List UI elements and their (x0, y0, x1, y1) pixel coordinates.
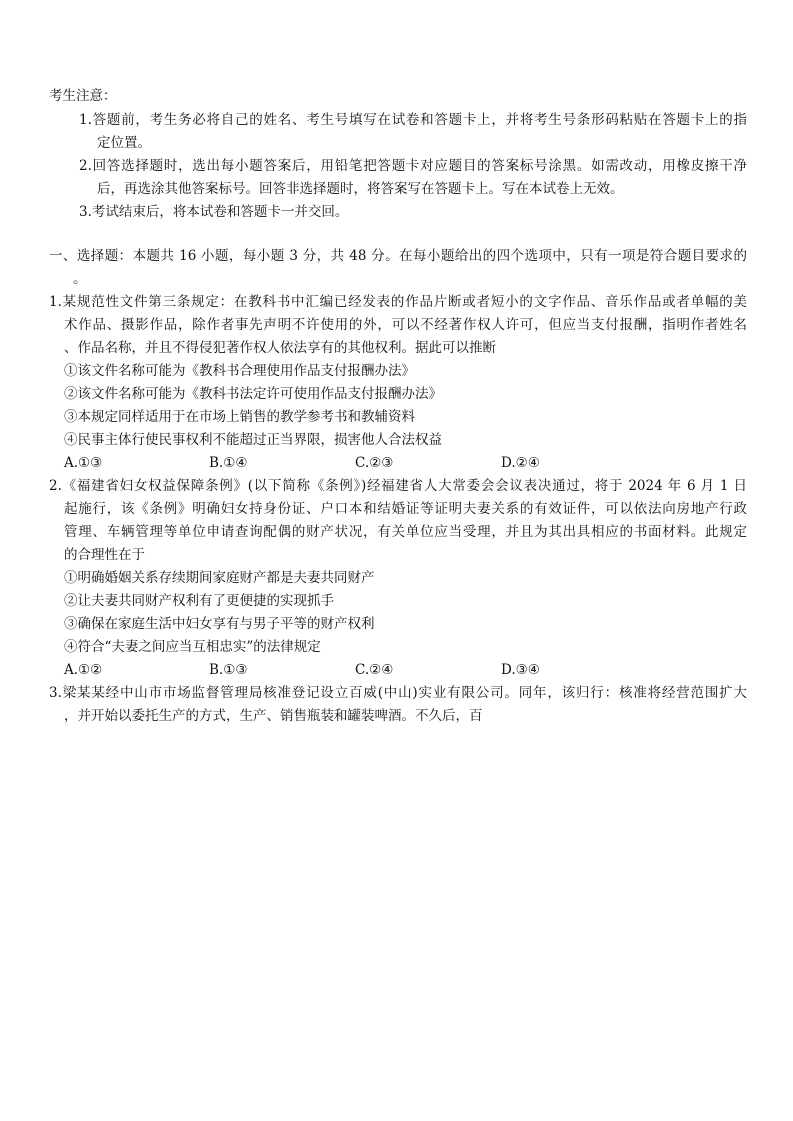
question-2-option-b[interactable]: B.①③ (209, 662, 248, 678)
question-2-stem-line-3: 管理、车辆管理等单位申请查询配偶的财产状况，有关单位应当受理，并且为其出具相应的书面材料。此规定 (64, 524, 747, 540)
notice-item-1-line-2: 定位置。 (97, 135, 151, 151)
notice-item-1-line-1: 1.答题前，考生务必将自己的姓名、考生号填写在试卷和答题卡上，并将考生号条形码粘贴在答题卡上的指 (79, 112, 747, 128)
question-3-stem-line-2: ，并开始以委托生产的方式，生产、销售瓶装和罐装啤酒。不久后，百 (64, 708, 483, 724)
notice-title: 考生注意： (49, 88, 117, 104)
question-2-option-a[interactable]: A.①② (64, 662, 103, 678)
notice-item-2-line-1: 2.回答选择题时，选出每小题答案后，用铅笔把答题卡对应题目的答案标号涂黑。如需改动，用橡皮擦干净 (79, 158, 747, 174)
section-header-line-1: 一、选择题：本题共 16 小题，每小题 3 分，共 48 分。在每小题给出的四个选项中，只有一项是符合题目要求的 (49, 248, 747, 264)
question-2-option-d[interactable]: D.③④ (501, 662, 540, 678)
question-1-statement-1: ①该文件名称可能为《教科书合理使用作品支付报酬办法》 (64, 363, 415, 379)
question-1-option-b[interactable]: B.①④ (209, 455, 248, 471)
question-2-statement-4: ④符合“夫妻之间应当互相忠实”的法律规定 (64, 639, 321, 655)
question-1-statement-4: ④民事主体行使民事权利不能超过正当界限，损害他人合法权益 (64, 432, 442, 448)
notice-item-3-line-1: 3.考试结束后，将本试卷和答题卡一并交回。 (79, 204, 349, 220)
notice-item-2-line-2: 后，再选涂其他答案标号。回答非选择题时，将答案写在答题卡上。写在本试卷上无效。 (97, 181, 624, 197)
question-1-option-a[interactable]: A.①③ (64, 455, 103, 471)
question-1-statement-3: ③本规定同样适用于在市场上销售的教学参考书和教辅资料 (64, 409, 415, 425)
question-2-statement-2: ②让夫妻共同财产权利有了更便捷的实现抓手 (64, 593, 334, 609)
question-2-statement-3: ③确保在家庭生活中妇女享有与男子平等的财产权利 (64, 616, 375, 632)
question-1-stem-line-2: 术作品、摄影作品，除作者事先声明不许使用的外，可以不经著作权人许可，但应当支付报酬，指明作者姓名 (64, 317, 747, 333)
question-1-option-c[interactable]: C.②③ (355, 455, 394, 471)
question-3-stem-line-1: 3.梁某某经中山市市场监督管理局核准登记设立百威(中山)实业有限公司。同年，该归行：核准将经营范围扩大 (49, 685, 747, 701)
question-2-stem-line-1: 2.《福建省妇女权益保障条例》(以下简称《条例》)经福建省人大常委会会议表决通过，将于 2024 年 6 月 1 日 (49, 478, 747, 494)
question-1-option-d[interactable]: D.②④ (501, 455, 540, 471)
question-1-statement-2: ②该文件名称可能为《教科书法定许可使用作品支付报酬办法》 (64, 386, 442, 402)
question-1-stem-line-1: 1.某规范性文件第三条规定：在教科书中汇编已经发表的作品片断或者短小的文字作品、音乐作品或者单幅的美 (49, 294, 747, 310)
question-2-statement-1: ①明确婚姻关系存续期间家庭财产都是夫妻共同财产 (64, 570, 375, 586)
section-header-line-2: 。 (73, 271, 87, 287)
question-2-option-c[interactable]: C.②④ (355, 662, 394, 678)
question-1-stem-line-3: 、作品名称，并且不得侵犯著作权人依法享有的其他权利。据此可以推断 (64, 340, 496, 356)
question-2-stem-line-2: 起施行，该《条例》明确妇女持身份证、户口本和结婚证等证明夫妻关系的有效证件，可以依法向房地产行政 (64, 501, 747, 517)
question-2-stem-line-4: 的合理性在于 (64, 547, 145, 563)
